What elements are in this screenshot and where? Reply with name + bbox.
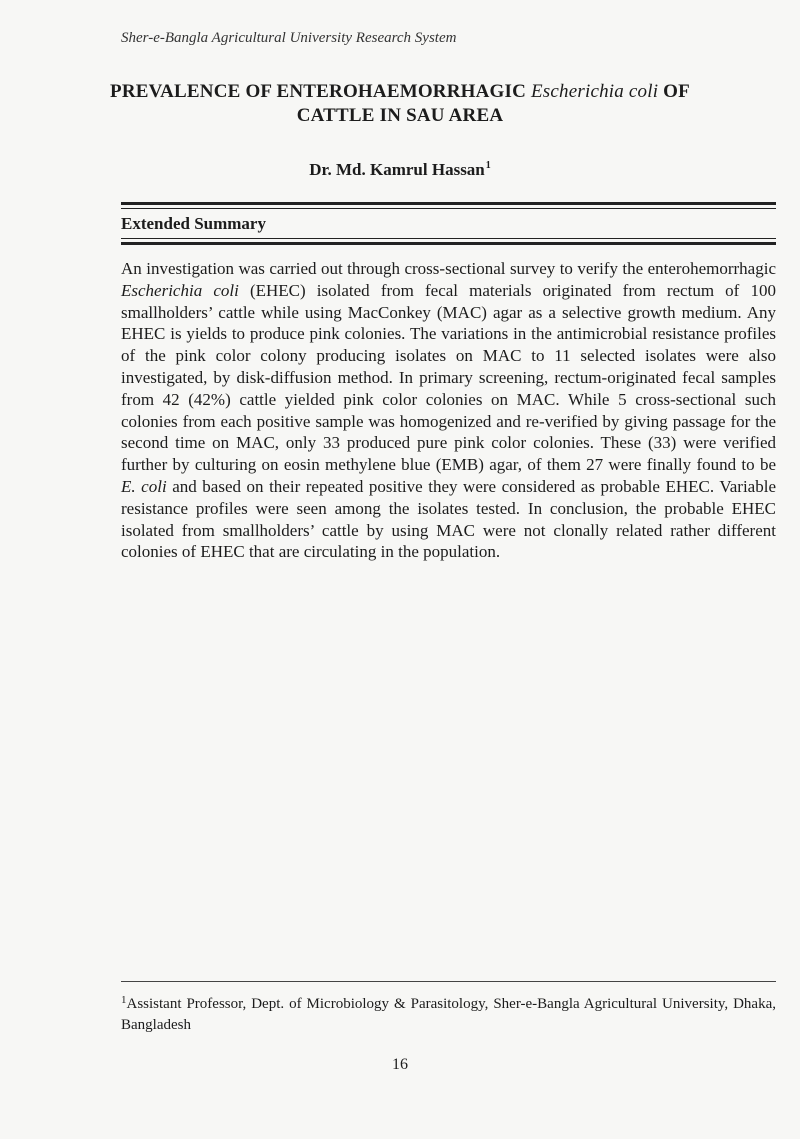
heading-rule-top-thin xyxy=(121,208,776,209)
title-part-2: OF CATTLE IN SAU AREA xyxy=(296,81,690,126)
title-part-1: PREVALENCE OF ENTEROHAEMORRHAGIC xyxy=(110,81,531,102)
footnote-rule xyxy=(121,981,776,982)
heading-rule-bottom-thick xyxy=(121,242,776,245)
summary-paragraph xyxy=(121,258,776,563)
paper-title xyxy=(100,80,700,128)
footnote xyxy=(121,990,776,1036)
running-head: Sher-e-Bangla Agricultural University Research System xyxy=(121,30,457,46)
summary-text-3: and based on their repeated positive they were considered as probable EHEC. Variable resistance profiles were seen among the isolates tested. In conclusion, the probable EHEC isolated from smallholders’ cattle by using MAC were not clonally related rather different colonies of EHEC that are circulating in the population. xyxy=(121,476,776,562)
summary-species-name: Escherichia coli xyxy=(121,280,239,300)
footnote-marker: 1 xyxy=(121,994,127,1006)
heading-rule-top-thick xyxy=(121,202,776,205)
footnote-text: Assistant Professor, Dept. of Microbiology & Parasitology, Sher-e-Bangla Agricultural University, Dhaka, Bangladesh xyxy=(121,996,776,1033)
summary-text-2: (EHEC) isolated from fecal materials originated from rectum of 100 smallholders’ cattle while using MacConkey (MAC) agar as a selective growth medium. Any EHEC is yields to produce pink colonies. The variations in the antimicrobial resistance profiles of the pink color colony producing isolates on MAC to 11 selected isolates were also investigated, by disk-diffusion method. In primary screening, rectum-originated fecal samples from 42 (42%) cattle yielded pink color colonies on MAC. While 5 cross-sectional such colonies from each positive sample was homogenized and re-verified by giving passage for the second time on MAC, only 33 produced pure pink color colonies. These (33) were verified further by culturing on eosin methylene blue (EMB) agar, of them 27 were finally found to be xyxy=(121,280,776,475)
title-species-name: Escherichia coli xyxy=(531,81,659,102)
page-number: 16 xyxy=(392,1056,408,1073)
summary-text-1: An investigation was carried out through cross-sectional survey to verify the enterohemorrhagic xyxy=(121,259,776,278)
author-name: Dr. Md. Kamrul Hassan xyxy=(309,160,485,179)
section-heading: Extended Summary xyxy=(121,214,266,233)
summary-species-abbrev: E. coli xyxy=(121,476,167,496)
heading-rule-bottom-thin xyxy=(121,238,776,239)
author-footnote-marker: 1 xyxy=(485,160,491,171)
author-line xyxy=(100,160,700,180)
